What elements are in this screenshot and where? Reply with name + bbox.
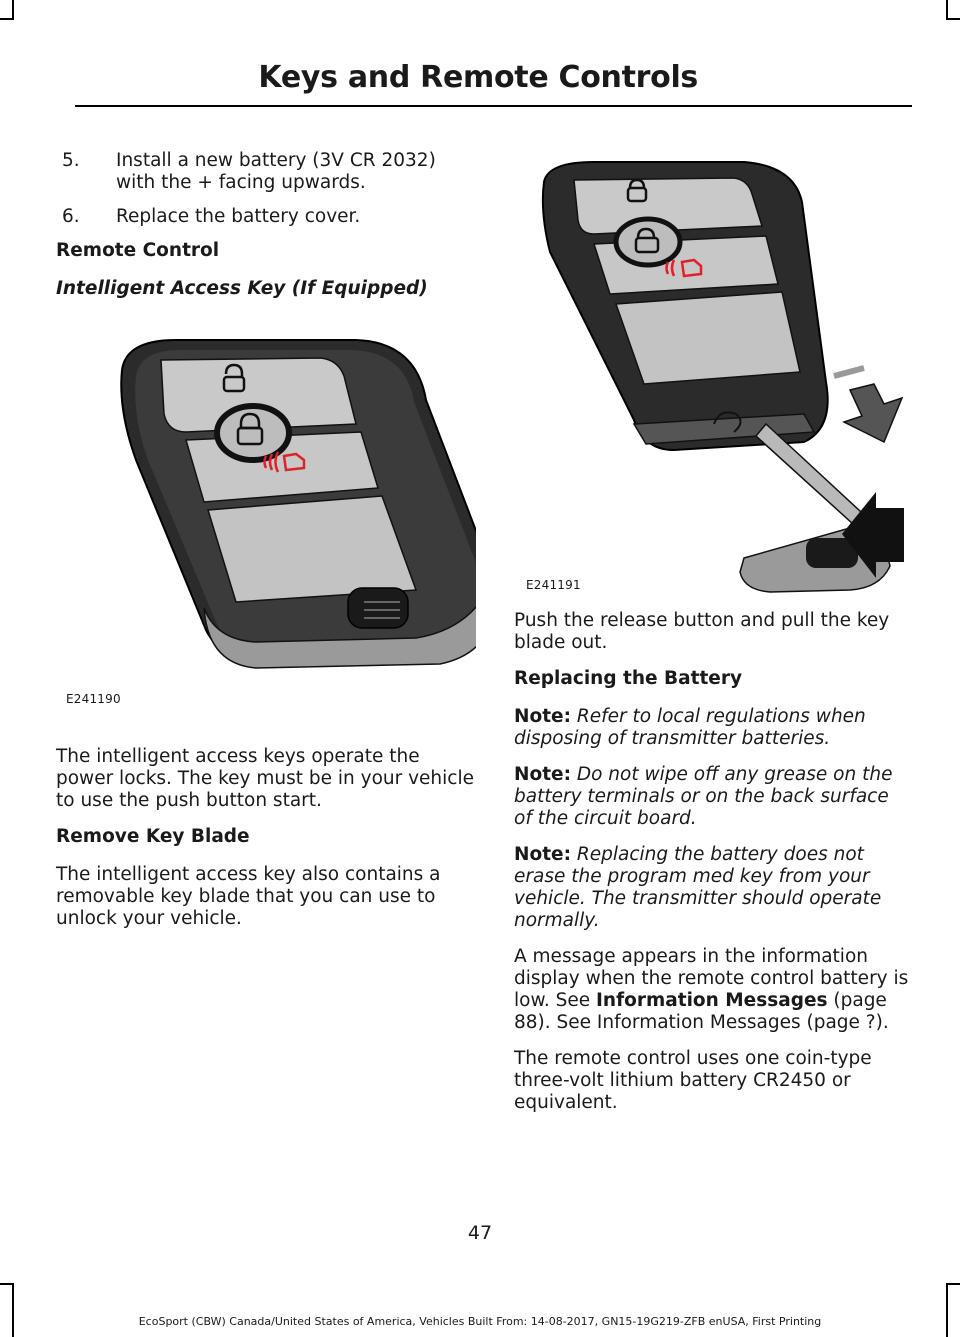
note-item xyxy=(514,706,910,750)
message-text: A message appears in the information display when the remote control battery is low. See xyxy=(514,946,909,1011)
footer-publication-info: EcoSport (CBW) Canada/United States of America, Vehicles Built From: 14-08-2017, GN15-19G219-ZFB enUSA, First Printing xyxy=(138,1315,822,1328)
heading-remove-key-blade: Remove Key Blade xyxy=(56,826,250,847)
paragraph-removable-blade: The intelligent access key also contains a removable key blade that you can use to unlock your vehicle. xyxy=(56,864,441,929)
corner-mark-br-h xyxy=(946,1283,960,1285)
step-item xyxy=(62,150,476,194)
note-label: Note: xyxy=(514,764,571,785)
intelligent-key-illustration xyxy=(56,316,476,720)
note-text: Replacing the battery does not erase the program med key from your vehicle. The transmitter should operate normally. xyxy=(514,844,882,931)
step-text: Install a new battery (3V CR 2032) with the + facing upwards. xyxy=(116,150,436,193)
step-item xyxy=(62,206,476,228)
note-label: Note: xyxy=(514,706,571,727)
information-messages-link[interactable]: Information Messages xyxy=(596,990,828,1011)
message-text-end: (page 88). See Information Messages (page ?). xyxy=(514,990,889,1033)
corner-mark-tr-h xyxy=(946,18,960,20)
corner-mark-br-v xyxy=(946,1283,948,1337)
page-title: Keys and Remote Controls xyxy=(258,60,698,95)
note-item xyxy=(514,764,910,830)
corner-mark-tr-v xyxy=(946,0,948,20)
paragraph-push-release: Push the release button and pull the key blade out. xyxy=(514,610,890,653)
step-number: 6. xyxy=(62,206,80,227)
corner-mark-bl-h xyxy=(0,1283,14,1285)
key-blade-removal-illustration xyxy=(514,150,910,594)
step-number: 5. xyxy=(62,150,80,171)
figure-intelligent-key xyxy=(56,316,476,720)
heading-intelligent-access-key: Intelligent Access Key (If Equipped) xyxy=(56,278,428,299)
figure-code: E241191 xyxy=(526,578,581,592)
figure-key-blade-removal xyxy=(514,150,910,594)
right-column xyxy=(514,150,910,1128)
corner-mark-tl-h xyxy=(0,18,14,20)
paragraph-battery-low-message xyxy=(514,946,910,1034)
step-text: Replace the battery cover. xyxy=(116,206,361,227)
note-text: Do not wipe off any grease on the battery terminals or on the back surface of the circuit board. xyxy=(514,764,893,829)
figure-code: E241190 xyxy=(66,692,121,706)
paragraph-intelligent-keys: The intelligent access keys operate the power locks. The key must be in your vehicle to use the push button start. xyxy=(56,746,474,811)
note-item xyxy=(514,844,910,932)
left-column xyxy=(56,150,476,944)
corner-mark-tl-v xyxy=(12,0,14,20)
note-text: Refer to local regulations when disposing of transmitter batteries. xyxy=(514,706,866,749)
page-number: 47 xyxy=(467,1222,493,1244)
paragraph-battery-type: The remote control uses one coin-type three-volt lithium battery CR2450 or equivalent. xyxy=(514,1048,872,1113)
title-rule xyxy=(75,105,912,107)
note-label: Note: xyxy=(514,844,571,865)
heading-replacing-battery: Replacing the Battery xyxy=(514,668,743,689)
heading-remote-control: Remote Control xyxy=(56,240,220,261)
corner-mark-bl-v xyxy=(12,1283,14,1337)
